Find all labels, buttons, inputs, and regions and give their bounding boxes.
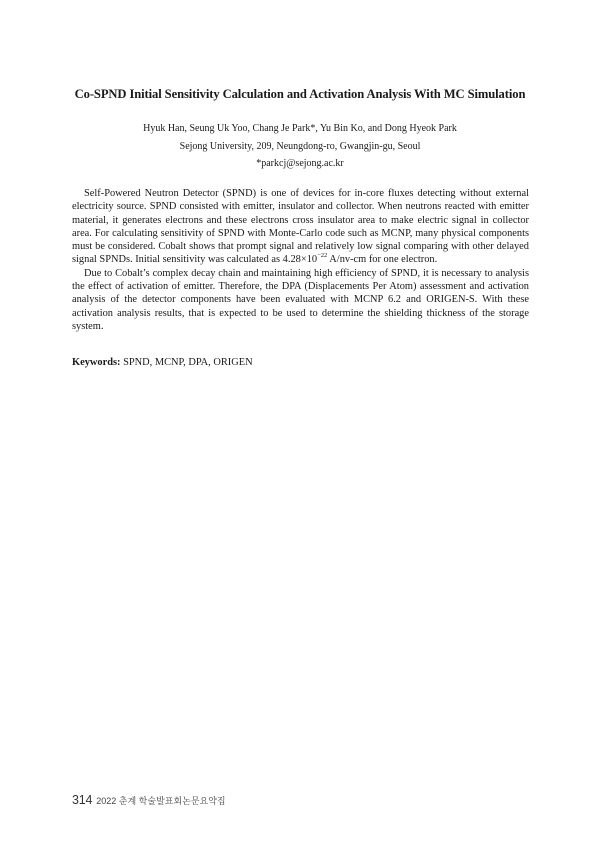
author-list: Hyuk Han, Seung Uk Yoo, Chang Je Park*, Yu Bin Ko, and Dong Hyeok Park: [143, 123, 457, 134]
keywords-values: SPND, MCNP, DPA, ORIGEN: [120, 357, 253, 368]
abstract: [72, 187, 529, 333]
page-footer: [72, 791, 226, 805]
abstract-paragraph-1-tail: A/nv-cm for one electron.: [327, 254, 438, 266]
keywords-line: [72, 356, 529, 369]
sensitivity-exponent: −22: [317, 252, 328, 260]
abstract-paragraph-1-text: Self-Powered Neutron Detector (SPND) is one of devices for in-core fluxes detecting without external electricity source. SPND consisted with emitter, insulator and collector. When neutrons reacted with emitter material, it generates electrons and these electrons cross insulator area to make electric signal in collector area. For calculating sensitivity of SPND with Monte-Carlo code such as MCNP, many physical components must be considered. Cobalt shows that prompt signal and relatively low signal comparing with other delayed signal SPNDs. Initial sensitivity was calculated as 4.28×10: [72, 188, 529, 266]
keywords-label: Keywords:: [72, 357, 121, 368]
corresponding-email: *parkcj@sejong.ac.kr: [256, 158, 344, 169]
paper-title: Co-SPND Initial Sensitivity Calculation and Activation Analysis With MC Simulation: [74, 87, 526, 101]
abstract-paragraph-1: [72, 187, 529, 267]
affiliation: Sejong University, 209, Neungdong-ro, Gwangjin-gu, Seoul: [179, 141, 421, 152]
page-number: 314: [72, 793, 93, 807]
proceedings-title: 2022 춘계 학술발표회논문요약집: [96, 796, 226, 806]
abstract-paragraph-2: Due to Cobalt’s complex decay chain and maintaining high efficiency of SPND, it is necessary to analysis the effect of activation of emitter. Therefore, the DPA (Displacements Per Atom) assessment and activation analysis of the detector components have been evaluated with MCNP 6.2 and ORIGEN-S. With these activation analysis results, that is expected to be used to determine the shielding thickness of the storage system.: [72, 267, 529, 332]
